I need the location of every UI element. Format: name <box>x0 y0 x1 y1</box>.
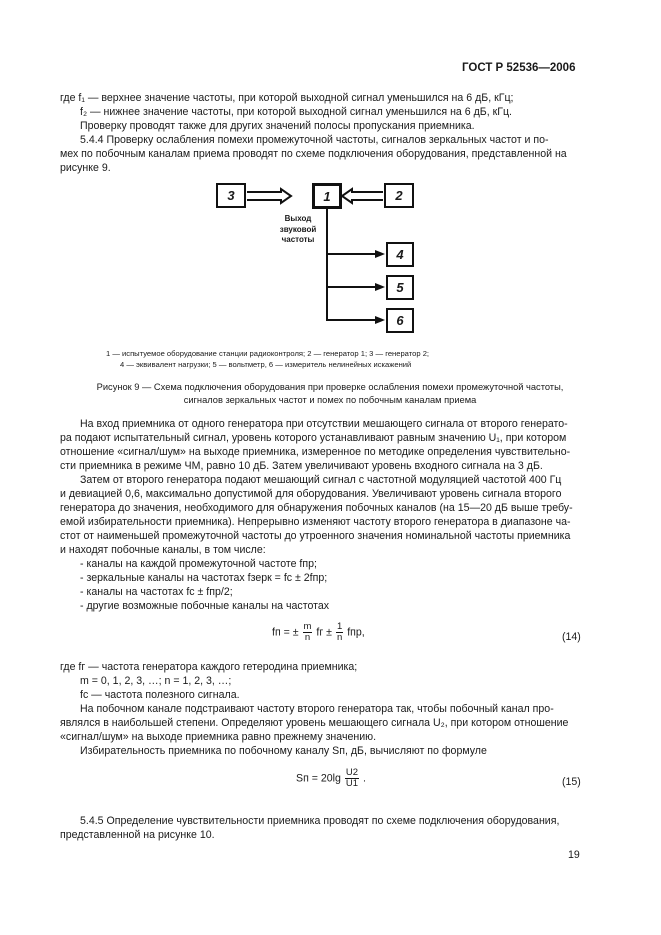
formula-14 <box>272 622 365 643</box>
formula-numerator: m <box>303 621 312 632</box>
figure-legend: 1 — испытуемое оборудование станции радиоконтроля; 2 — генератор 1; 3 — генератор 2; <box>106 349 430 358</box>
arrow-2-to-1 <box>342 189 383 203</box>
text-line: 5.4.5 Определение чувствительности приемника проводят по схеме подключения оборудования, <box>80 815 560 827</box>
output-label-line: Выход <box>284 214 312 223</box>
arrowhead-5 <box>375 283 385 291</box>
box-load-equivalent: 4 <box>386 242 414 267</box>
doc-header: ГОСТ Р 52536—2006 <box>462 62 576 74</box>
page-number: 19 <box>568 849 580 861</box>
formula-numerator: 1 <box>336 621 343 632</box>
text-line: где f₁ — верхнее значение частоты, при которой выходной сигнал уменьшился на 6 дБ, кГц; <box>60 92 514 104</box>
box-test-equipment: 1 <box>312 183 342 209</box>
output-label-line: звуковой <box>279 224 317 234</box>
formula-part: fпр, <box>347 626 365 639</box>
text-line: Затем от второго генератора подают мешающий сигнал с частотной модуляцией частотой 400 Гц <box>80 474 562 486</box>
list-item: - другие возможные побочные каналы на частотах <box>80 600 330 612</box>
formula-denominator: n <box>336 632 343 643</box>
formula-part: fг ± <box>316 626 332 639</box>
text-line: сти приемника в режиме ЧМ, равно 10 дБ. Затем увеличивают уровень входного сигнала на 3 дБ. <box>60 460 543 472</box>
formula-part: . <box>362 772 366 785</box>
text-line: рисунке 9. <box>60 162 111 174</box>
text-line: f₂ — нижнее значение частоты, при которой выходной сигнал уменьшился на 6 дБ, кГц. <box>80 106 512 118</box>
text-line: генератора до значения, необходимого для обнаружения побочных каналов (на 15—20 дБ выше требу- <box>60 502 573 514</box>
box-generator-1: 2 <box>384 183 414 208</box>
text-line: представленной на рисунке 10. <box>60 829 215 841</box>
equation-number: (15) <box>562 776 581 788</box>
text-line: отношение «сигнал/шум» на выходе приемника, измеренное по методике определения чувствительно- <box>60 446 571 458</box>
formula-denominator: n <box>304 632 311 643</box>
list-item: - зеркальные каналы на частотах fзерк = fс ± 2fпр; <box>80 572 328 584</box>
text-line: На побочном канале подстраивают частоту второго генератора так, чтобы побочный канал про- <box>80 703 554 715</box>
box-distortion-meter: 6 <box>386 308 414 333</box>
equation-number: (14) <box>562 631 581 643</box>
text-line: являлся в наибольшей степени. Определяют уровень мешающего сигнала U₂, при котором отношение <box>60 717 569 729</box>
figure-caption: сигналов зеркальных частот и помех по побочным каналам приема <box>183 395 477 405</box>
output-label <box>268 214 328 246</box>
figure-caption: Рисунок 9 — Схема подключения оборудования при проверке ослабления помехи промежуточной частоты, <box>96 382 564 392</box>
list-item: - каналы на каждой промежуточной частоте fпр; <box>80 558 317 570</box>
text-line: стот от наименьшей промежуточной частоты до утроенного значения номинальной частоты приемника <box>60 530 571 542</box>
arrowhead-6 <box>375 316 385 324</box>
formula-part: Sп = 20lg <box>296 772 341 785</box>
formula-numerator: U2 <box>345 767 359 778</box>
connection-diagram <box>0 0 661 360</box>
box-voltmeter: 5 <box>386 275 414 300</box>
formula-denominator: U1 <box>345 778 359 789</box>
box-generator-2: 3 <box>216 183 246 208</box>
text-line: емой избирательности приемника). Непрерывно изменяют частоту второго генератора в диапазоне ча- <box>60 516 571 528</box>
text-line: m = 0, 1, 2, 3, …; n = 1, 2, 3, …; <box>80 675 232 687</box>
arrowhead-4 <box>375 250 385 258</box>
text-line: На вход приемника от одного генератора при отсутствии мешающего сигнала от второго генерато- <box>80 418 568 430</box>
output-label-line: частоты <box>281 235 315 244</box>
figure-legend: 4 — эквивалент нагрузки; 5 — вольтметр, 6 — измеритель нелинейных искажений <box>120 360 412 369</box>
arrow-3-to-1 <box>247 189 291 203</box>
list-item: - каналы на частотах fс ± fпр/2; <box>80 586 233 598</box>
text-line: мех по побочным каналам приема проводят по схеме подключения оборудования, представленной на <box>60 148 567 160</box>
text-line: Проверку проводят также для других значений полосы пропускания приемника. <box>80 120 475 132</box>
text-line: и девиацией 0,6, максимально допустимой для оборудования. Увеличивают уровень сигнала второго <box>60 488 562 500</box>
text-line: Избирательность приемника по побочному каналу Sп, дБ, вычисляют по формуле <box>80 745 487 757</box>
text-line: 5.4.4 Проверку ослабления помехи промежуточной частоты, сигналов зеркальных частот и по- <box>80 134 549 146</box>
text-line: fс — частота полезного сигнала. <box>80 689 240 701</box>
formula-part: fп = ± <box>272 626 299 639</box>
text-line: «сигнал/шум» на выходе приемника равно прежнему значению. <box>60 731 377 743</box>
formula-15 <box>296 768 366 789</box>
text-line: ра подают испытательный сигнал, уровень которого устанавливают равным значению U₁, при котором <box>60 432 567 444</box>
text-line: где fг — частота генератора каждого гетеродина приемника; <box>60 661 358 673</box>
text-line: и находят побочные каналы, в том числе: <box>60 544 266 556</box>
